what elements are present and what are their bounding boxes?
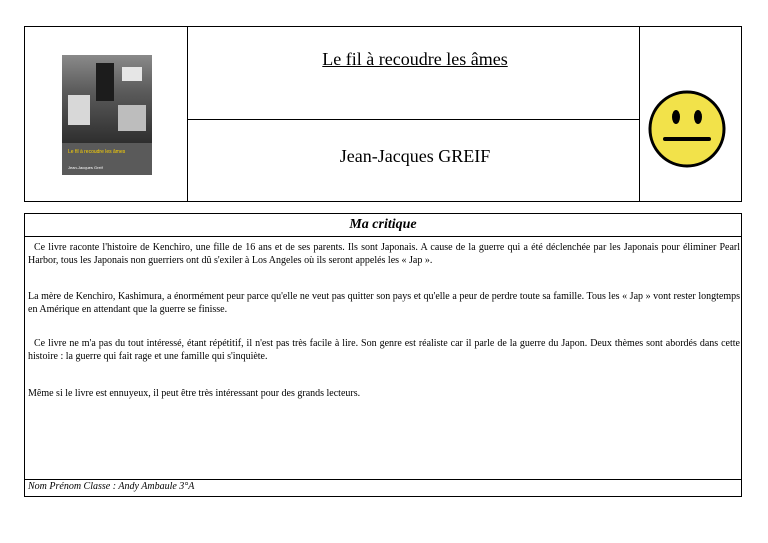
critique-paragraph-1: Ce livre raconte l'histoire de Kenchiro, une fille de 16 ans et de ses parents. Ils sont Japonais. A cause de la guerre qui a été déclenchée par les Japonais pour éliminer Pearl Harbor, tous les Japonais non guerriers ont dû s'exiler à Los Angeles où ils seront appelés les « Jap ». bbox=[28, 242, 740, 266]
critique-paragraph-3: Ce livre ne m'a pas du tout intéressé, étant répétitif, il n'est pas très facile à lire. Son genre est réaliste car il parle de la guerre du Japon. Deux thèmes sont abordés dans cette histoire : la guerre qui fait rage et une famille qui s'inquiète. bbox=[28, 338, 740, 362]
critique-paragraph-2: La mère de Kenchiro, Kashimura, a énormément peur parce qu'elle ne veut pas quitter son pays et qu'elle a peur de perdre toute sa famille. Tous les « Jap » vont rester longtemps en Amérique en attendant que la guerre se finisse. bbox=[28, 291, 740, 315]
critique-heading: Ma critique bbox=[349, 217, 417, 232]
column-divider bbox=[187, 27, 188, 201]
cover-author-text: Jean-Jacques Greif bbox=[68, 165, 103, 170]
neutral-face-icon bbox=[647, 89, 727, 169]
footer-divider bbox=[25, 479, 741, 480]
book-header-table bbox=[24, 26, 742, 202]
student-name-footer: Nom Prénom Classe : Andy Ambaule 3°A bbox=[28, 481, 195, 492]
critique-paragraph-4: Même si le livre est ennuyeux, il peut être très intéressant pour des grands lecteurs. bbox=[28, 388, 361, 399]
row-divider bbox=[187, 119, 640, 120]
critique-table bbox=[24, 213, 742, 497]
heading-divider bbox=[25, 236, 741, 237]
cover-title-text: Le fil à recoudre les âmes bbox=[68, 149, 126, 155]
book-title: Le fil à recoudre les âmes bbox=[322, 49, 508, 69]
book-cover-image bbox=[62, 55, 152, 175]
book-author: Jean-Jacques GREIF bbox=[339, 146, 491, 166]
